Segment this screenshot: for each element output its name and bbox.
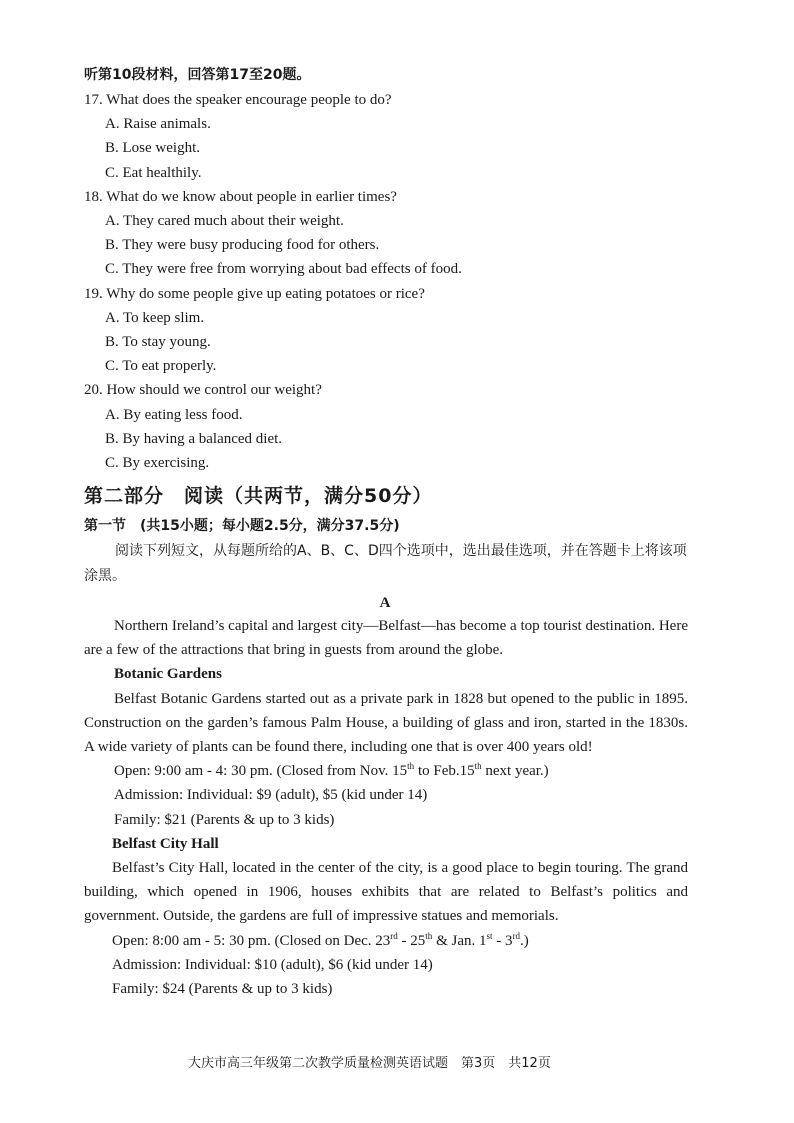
city-hall-open-hours: Open: 8:00 am - 5: 30 pm. (Closed on Dec. 23rd - 25th & Jan. 1st - 3rd.)	[112, 930, 529, 949]
option-20b: B. By having a balanced diet.	[105, 430, 283, 447]
option-18c: C. They were free from worrying about bad effects of food.	[105, 261, 462, 278]
part-title: 第二部分 阅读（共两节，满分50分）	[84, 485, 433, 507]
city-hall-text: Belfast’s City Hall, located in the center of the city, is a good place to begin touring. The grand building, which opened in 1906, houses exhibits that are related to Belfast’s politics and government. Outside, the gardens are full of impressive statues and memorials.	[84, 860, 688, 925]
question-20: 20. How should we control our weight?	[84, 382, 322, 399]
option-20a: A. By eating less food.	[105, 406, 243, 423]
botanic-family: Family: $21 (Parents & up to 3 kids)	[114, 811, 335, 828]
city-hall-family: Family: $24 (Parents & up to 3 kids)	[112, 981, 333, 998]
city-hall-heading: Belfast City Hall	[112, 835, 219, 852]
option-19c: C. To eat properly.	[105, 358, 217, 375]
botanic-admission: Admission: Individual: $9 (adult), $5 (kid under 14)	[114, 787, 428, 804]
question-17: 17. What does the speaker encourage people to do?	[84, 92, 392, 108]
option-19a: A. To keep slim.	[105, 309, 205, 326]
city-hall-admission: Admission: Individual: $10 (adult), $6 (kid under 14)	[112, 956, 433, 973]
instructions: 阅读下列短文，从每题所给的A、B、C、D四个选项中，选出最佳选项，并在答题卡上将该项涂黑。	[84, 543, 687, 584]
question-list	[84, 88, 724, 475]
page-footer: 大庆市高三年级第二次教学质量检测英语试题 第3页 共12页	[188, 1056, 551, 1071]
passage-intro: Northern Ireland’s capital and largest city—Belfast—has become a top tourist destination. Here are a few of the attractions that bring in guests from around the globe.	[84, 618, 688, 659]
botanic-text: Belfast Botanic Gardens started out as a private park in 1828 but opened to the public in 1895. Construction on the garden’s famous Palm House, a building of glass and iron, started in the 1830s. A wide variety of plants can be found there, including one that is over 400 years old!	[84, 690, 688, 756]
option-18b: B. They were busy producing food for others.	[105, 237, 380, 254]
option-18a: A. They cared much about their weight.	[105, 213, 344, 230]
option-17a: A. Raise animals.	[105, 116, 211, 133]
listening-intro: 听第10段材料，回答第17至20题。	[84, 67, 311, 83]
question-18: 18. What do we know about people in earlier times?	[84, 188, 397, 205]
option-20c: C. By exercising.	[105, 455, 210, 472]
section-title: 第一节 (共15小题；每小题2.5分，满分37.5分)	[84, 518, 400, 534]
option-19b: B. To stay young.	[105, 334, 211, 351]
option-17c: C. Eat healthily.	[105, 164, 202, 181]
passage-letter: A	[379, 595, 391, 611]
option-17b: B. Lose weight.	[105, 140, 200, 157]
botanic-open-hours: Open: 9:00 am - 4: 30 pm. (Closed from Nov. 15th to Feb.15th next year.)	[114, 761, 549, 780]
botanic-heading: Botanic Gardens	[114, 666, 222, 683]
passage-body	[84, 614, 688, 1001]
question-19: 19. Why do some people give up eating potatoes or rice?	[84, 285, 425, 302]
